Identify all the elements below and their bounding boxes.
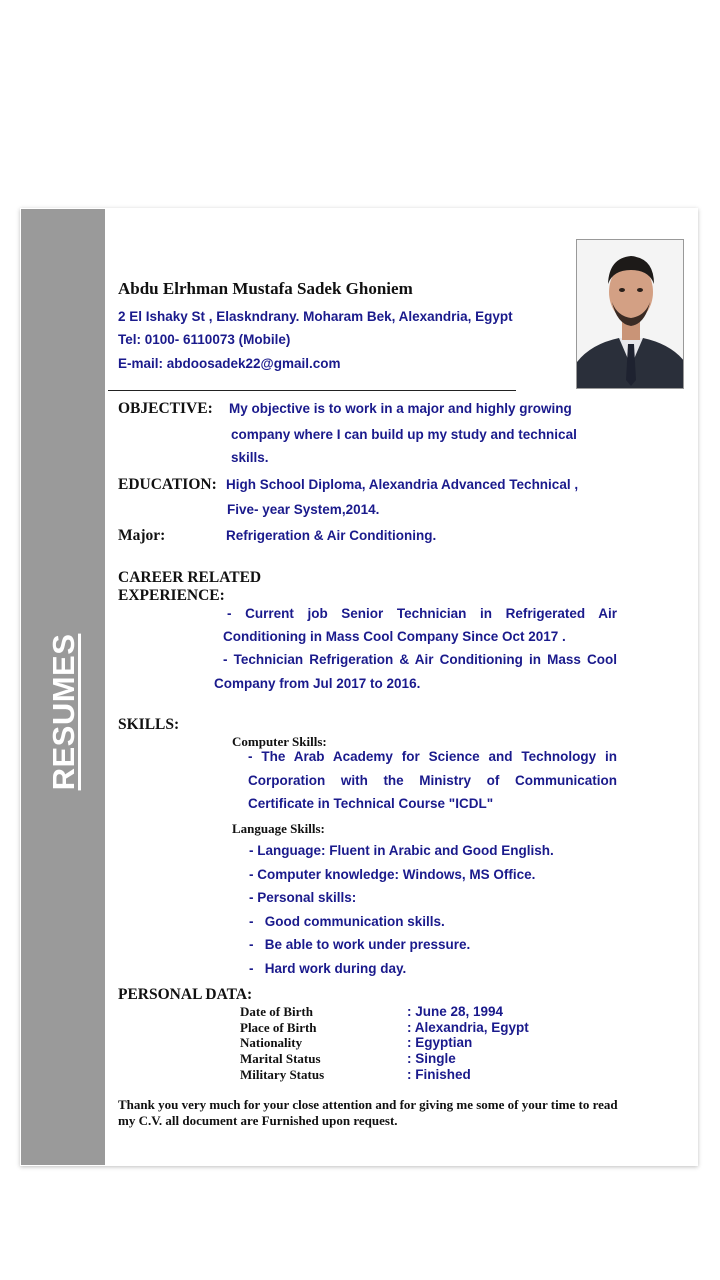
- objective-text-line: company where I can build up my study and technical: [231, 427, 577, 442]
- personal-data-heading: PERSONAL DATA:: [118, 986, 253, 1003]
- address-line: 2 El Ishaky St , Elaskndrany. Moharam Bek, Alexandria, Egypt: [118, 309, 513, 324]
- education-text-line: Five- year System,2014.: [227, 502, 380, 517]
- personal-data-label: Marital Status: [240, 1051, 321, 1066]
- objective-text-line: skills.: [231, 450, 269, 465]
- personal-data-label: Military Status: [240, 1067, 325, 1082]
- personal-data-label: Nationality: [240, 1035, 303, 1050]
- personal-data-value: : Egyptian: [407, 1035, 473, 1050]
- language-skills-line: - Hard work during day.: [249, 961, 407, 976]
- language-skills-line: - Language: Fluent in Arabic and Good English.: [249, 843, 554, 858]
- career-heading-line: CAREER RELATED: [118, 569, 262, 586]
- language-skills-line: - Be able to work under pressure.: [249, 937, 471, 952]
- career-text-line: Company from Jul 2017 to 2016.: [214, 676, 421, 691]
- side-title: RESUMES: [46, 633, 81, 791]
- personal-data-label: Place of Birth: [240, 1020, 317, 1035]
- education-heading: EDUCATION:: [118, 476, 217, 493]
- computer-skills-label: Computer Skills:: [232, 734, 327, 749]
- career-heading-line: EXPERIENCE:: [118, 587, 225, 604]
- personal-data-value: : June 28, 1994: [407, 1004, 504, 1019]
- career-text-line: - Current job Senior Technician in Refrigerated Air: [227, 606, 617, 621]
- closing-note: Thank you very much for your close attention and for giving me some of your time to read my C.V. all document are Furnished upon request.: [118, 1097, 618, 1128]
- computer-skills-line: Corporation with the Ministry of Communication: [248, 773, 617, 788]
- header-divider: [108, 390, 516, 391]
- career-text-line: - Technician Refrigeration & Air Conditioning in Mass Cool: [223, 652, 617, 667]
- major-value: Refrigeration & Air Conditioning.: [226, 528, 437, 543]
- objective-heading: OBJECTIVE:: [118, 400, 213, 417]
- language-skills-label: Language Skills:: [232, 821, 325, 836]
- career-heading: [118, 569, 261, 605]
- profile-photo: [576, 239, 684, 389]
- personal-data-value: : Alexandria, Egypt: [407, 1020, 529, 1035]
- personal-data-value: : Single: [407, 1051, 456, 1066]
- phone-line: Tel: 0100- 6110073 (Mobile): [118, 332, 291, 347]
- computer-skills-line: - The Arab Academy for Science and Technology in: [248, 749, 617, 764]
- language-skills-line: - Good communication skills.: [249, 914, 445, 929]
- education-text-line: High School Diploma, Alexandria Advanced Technical ,: [226, 477, 579, 492]
- skills-heading: SKILLS:: [118, 716, 180, 733]
- language-skills-line: - Computer knowledge: Windows, MS Office.: [249, 867, 536, 882]
- computer-skills-line: Certificate in Technical Course "ICDL": [248, 796, 494, 811]
- major-heading: Major:: [118, 527, 166, 544]
- career-text-line: Conditioning in Mass Cool Company Since Oct 2017 .: [223, 629, 566, 644]
- personal-data-value: : Finished: [407, 1067, 471, 1082]
- objective-text-line: My objective is to work in a major and highly growing: [229, 401, 572, 416]
- language-skills-line: - Personal skills:: [249, 890, 357, 905]
- email-line: E-mail: abdoosadek22@gmail.com: [118, 356, 341, 371]
- personal-data-label: Date of Birth: [240, 1004, 313, 1019]
- candidate-name: Abdu Elrhman Mustafa Sadek Ghoniem: [118, 279, 413, 298]
